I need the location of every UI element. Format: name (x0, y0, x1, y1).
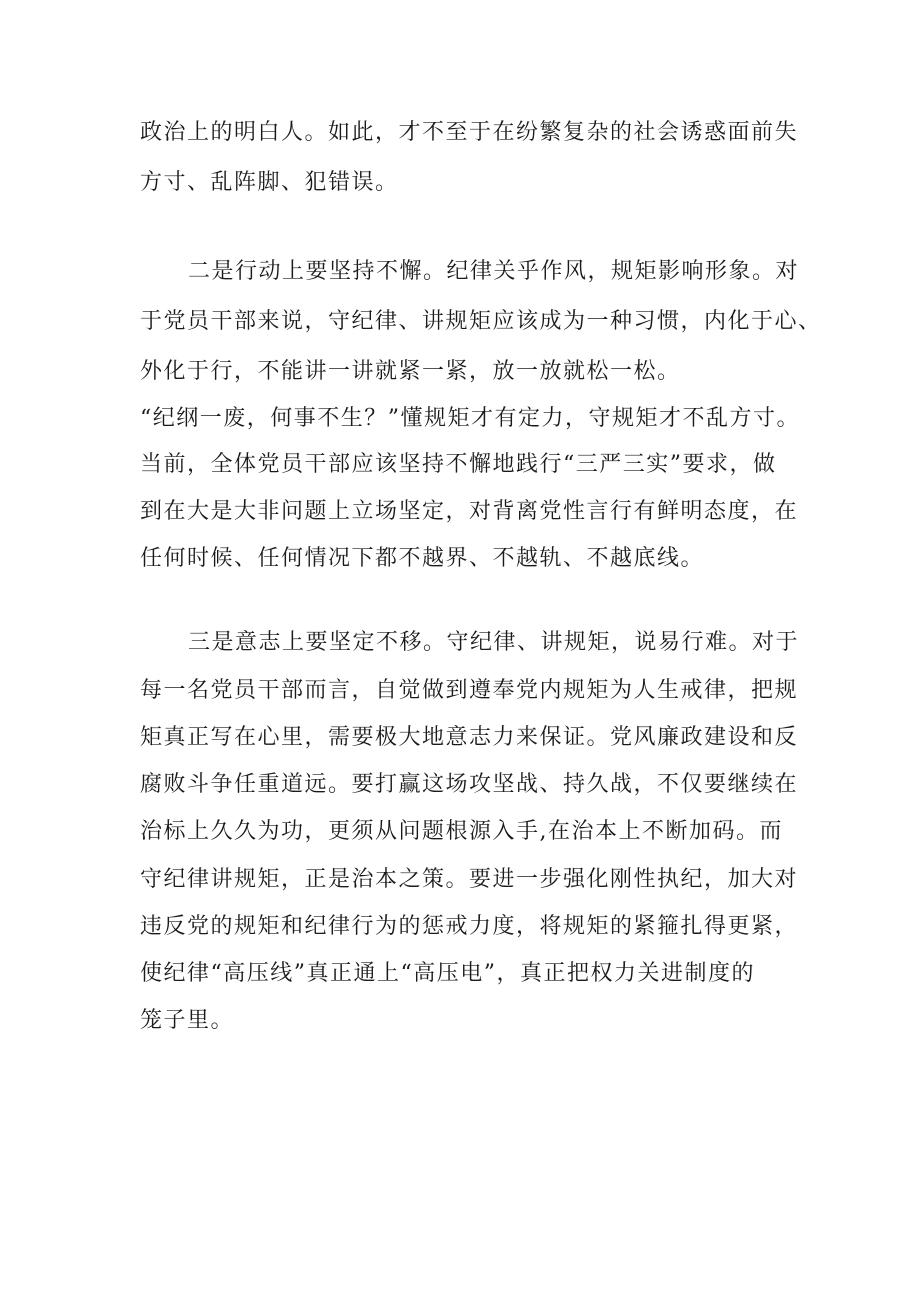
paragraph-1-line-1: 政治上的明白人。如此，才不至于在纷繁复杂的社会诱惑面前失 (140, 120, 799, 145)
paragraph-2-line-3: 外化于行，不能讲一讲就紧一紧，放一放就松一松。 (140, 359, 681, 384)
paragraph-3-line-5: 治标上久久为功，更须从问题根源入手,在治本上不断加码。而 (140, 819, 783, 844)
paragraph-2-line-5: 当前，全体党员干部应该坚持不懈地践行“三严三实”要求，做 (140, 452, 777, 477)
paragraph-3-line-2: 每一名党员干部而言，自觉做到遵奉党内规矩为人生戒律，把规 (140, 678, 799, 703)
paragraph-2-line-6: 到在大是大非问题上立场坚定，对背离党性言行有鲜明态度，在 (140, 499, 799, 524)
paragraph-3-line-6: 守纪律讲规矩，正是治本之策。要进一步强化刚性执纪，加大对 (140, 867, 799, 892)
paragraph-2-line-4: “纪纲一废，何事不生？”懂规矩才有定力，守规矩才不乱方寸。 (140, 406, 800, 431)
paragraph-3-line-3: 矩真正写在心里，需要极大地意志力来保证。党风廉政建设和反 (140, 725, 799, 750)
paragraph-2-line-7: 任何时候、任何情况下都不越界、不越轨、不越底线。 (140, 546, 705, 571)
paragraph-3-line-7: 违反党的规矩和纪律行为的惩戒力度，将规矩的紧箍扎得更紧， (140, 914, 799, 939)
paragraph-2-line-2: 于党员干部来说，守纪律、讲规矩应该成为一种习惯，内化于心、 (140, 309, 822, 334)
paragraph-3-line-4: 腐败斗争任重道远。要打赢这场攻坚战、持久战，不仅要继续在 (140, 772, 799, 797)
paragraph-3-line-8: 使纪律“高压线”真正通上“高压电”，真正把权力关进制度的 (140, 961, 755, 986)
paragraph-3-line-1: 三是意志上要坚定不移。守纪律、讲规矩，说易行难。对于 (188, 630, 800, 655)
paragraph-1-line-2: 方寸、乱阵脚、犯错误。 (140, 170, 399, 195)
paragraph-2-line-1: 二是行动上要坚持不懈。纪律关乎作风，规矩影响形象。对 (188, 259, 800, 284)
paragraph-3-line-9: 笼子里。 (140, 1008, 235, 1033)
